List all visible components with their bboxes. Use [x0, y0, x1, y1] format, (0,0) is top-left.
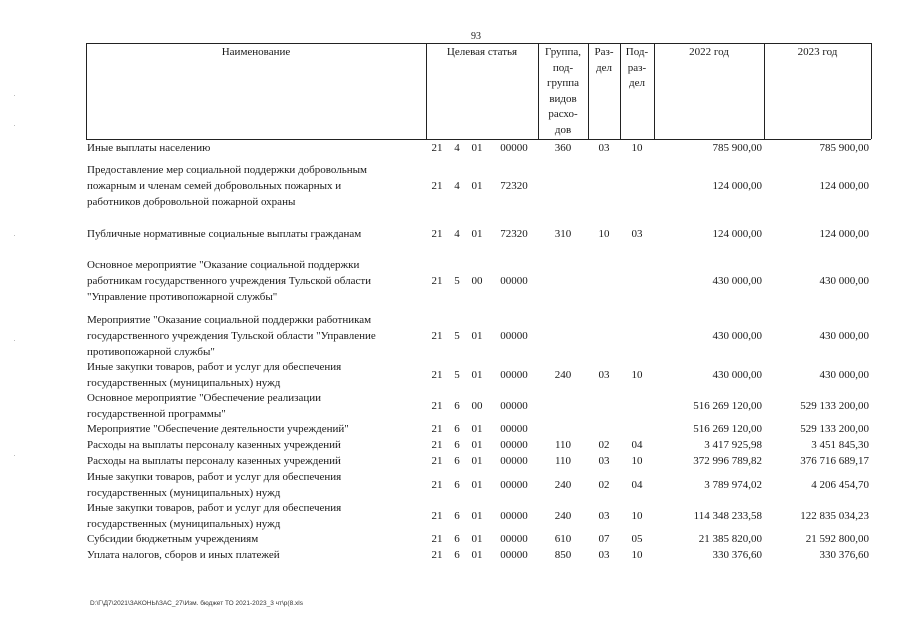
amount-2022: 430 000,00 — [712, 330, 762, 342]
header-line: дел — [596, 61, 612, 74]
cs-program: 21 — [431, 549, 443, 561]
cs-program: 21 — [431, 369, 443, 381]
name-line: Мероприятие "Обеспечение деятельности учреждений" — [87, 423, 349, 435]
razdel: 07 — [598, 533, 610, 545]
amount-2023: 529 133 200,00 — [800, 423, 869, 435]
razdel: 03 — [598, 510, 610, 522]
cs-event: 01 — [471, 330, 483, 342]
amount-2023: 124 000,00 — [819, 228, 869, 240]
amount-2023: 330 376,60 — [819, 549, 869, 561]
table-row — [0, 162, 905, 210]
podrazdel: 10 — [631, 455, 643, 467]
cs-subprogram: 6 — [454, 479, 460, 491]
podrazdel: 10 — [631, 142, 643, 154]
name-line: Основное мероприятие "Обеспечение реализации — [87, 392, 322, 404]
amount-2023: 124 000,00 — [819, 180, 869, 192]
amount-2022: 372 996 789,82 — [693, 455, 762, 467]
cs-program: 21 — [431, 423, 443, 435]
cs-subprogram: 5 — [454, 330, 460, 342]
name-line: Предоставление мер социальной поддержки добровольным — [87, 164, 367, 176]
cs-direction: 00000 — [500, 455, 528, 467]
expense-group: 110 — [554, 455, 572, 467]
amount-2023: 529 133 200,00 — [800, 400, 869, 412]
expense-group: 310 — [554, 228, 572, 240]
scan-mark — [14, 340, 15, 341]
cs-program: 21 — [431, 142, 443, 154]
razdel: 02 — [598, 479, 610, 491]
cs-program: 21 — [431, 510, 443, 522]
name-line: Основное мероприятие "Оказание социальной поддержки — [87, 259, 360, 271]
header-line: Группа, — [545, 46, 581, 58]
cs-program: 21 — [431, 275, 443, 287]
podrazdel: 03 — [631, 228, 643, 240]
cs-subprogram: 6 — [454, 439, 460, 451]
expense-group: 850 — [554, 549, 572, 561]
amount-2023: 430 000,00 — [819, 330, 869, 342]
col-divider — [871, 43, 872, 139]
podrazdel: 10 — [631, 510, 643, 522]
cs-subprogram: 4 — [454, 142, 460, 154]
cs-program: 21 — [431, 533, 443, 545]
scan-mark — [14, 235, 15, 236]
cs-program: 21 — [431, 330, 443, 342]
cs-subprogram: 6 — [454, 510, 460, 522]
amount-2023: 122 835 034,23 — [800, 510, 869, 522]
name-line: Иные закупки товаров, работ и услуг для обеспечения — [87, 502, 342, 514]
cs-event: 01 — [471, 479, 483, 491]
amount-2022: 3 789 974,02 — [704, 479, 762, 491]
row-name — [87, 531, 423, 547]
cs-program: 21 — [431, 439, 443, 451]
amount-2023: 430 000,00 — [819, 275, 869, 287]
header-target-article: Целевая статья — [446, 46, 518, 58]
cs-subprogram: 4 — [454, 228, 460, 240]
name-line: государственного учреждения Тульской области "Управление — [87, 330, 376, 342]
table-row — [0, 421, 905, 437]
header-line: расхо- — [548, 108, 578, 121]
cs-event: 01 — [471, 455, 483, 467]
cs-direction: 00000 — [500, 549, 528, 561]
row-name — [87, 140, 423, 156]
expense-group: 360 — [554, 142, 572, 154]
header-line: Под- — [625, 46, 649, 58]
amount-2023: 21 592 800,00 — [805, 533, 869, 545]
cs-event: 01 — [471, 439, 483, 451]
header-line: под- — [552, 61, 574, 74]
header-razdel — [588, 45, 620, 76]
name-line: работникам государственного учреждения Тульской области — [87, 275, 372, 287]
cs-direction: 00000 — [500, 423, 528, 435]
table-row — [0, 531, 905, 547]
table-row — [0, 312, 905, 360]
amount-2022: 21 385 820,00 — [698, 533, 762, 545]
cs-direction: 00000 — [500, 330, 528, 342]
cs-subprogram: 6 — [454, 549, 460, 561]
name-line: государственных (муниципальных) нужд — [87, 377, 281, 389]
cs-event: 00 — [471, 275, 483, 287]
name-line: пожарным и членам семей добровольных пожарных и — [87, 180, 342, 192]
table-row — [0, 469, 905, 501]
razdel: 10 — [598, 228, 610, 240]
name-line: Иные выплаты населению — [87, 142, 211, 154]
name-line: Иные закупки товаров, работ и услуг для обеспечения — [87, 471, 342, 483]
cs-subprogram: 6 — [454, 423, 460, 435]
table-row — [0, 140, 905, 156]
row-name — [87, 547, 423, 563]
cs-direction: 00000 — [500, 400, 528, 412]
name-line: Расходы на выплаты персоналу казенных учреждений — [87, 455, 341, 467]
scan-mark — [14, 455, 15, 456]
header-year-2023: 2023 год — [797, 46, 838, 58]
podrazdel: 04 — [631, 479, 643, 491]
page-number: 93 — [471, 31, 481, 42]
header-line: видов — [549, 92, 577, 105]
row-name — [87, 437, 423, 453]
header-name: Наименование — [221, 46, 291, 58]
table-row — [0, 390, 905, 422]
cs-direction: 00000 — [500, 479, 528, 491]
table-row — [0, 257, 905, 305]
row-name — [87, 226, 423, 242]
expense-group: 110 — [554, 439, 572, 451]
table-row — [0, 226, 905, 242]
table-header — [86, 43, 871, 139]
expense-group: 240 — [554, 369, 572, 381]
cs-program: 21 — [431, 180, 443, 192]
expense-group: 240 — [554, 510, 572, 522]
podrazdel: 05 — [631, 533, 643, 545]
cs-subprogram: 6 — [454, 400, 460, 412]
name-line: Мероприятие "Оказание социальной поддержки работникам — [87, 314, 372, 326]
table-row — [0, 547, 905, 563]
cs-program: 21 — [431, 228, 443, 240]
cs-direction: 00000 — [500, 510, 528, 522]
amount-2023: 430 000,00 — [819, 369, 869, 381]
cs-program: 21 — [431, 455, 443, 467]
row-name — [87, 421, 423, 437]
table-row — [0, 359, 905, 391]
amount-2022: 124 000,00 — [712, 228, 762, 240]
razdel: 03 — [598, 455, 610, 467]
header-top-rule — [86, 43, 871, 44]
amount-2022: 330 376,60 — [712, 549, 762, 561]
row-name — [87, 390, 423, 422]
name-line: Иные закупки товаров, работ и услуг для обеспечения — [87, 361, 342, 373]
header-line: группа — [546, 77, 580, 90]
name-line: Публичные нормативные социальные выплаты гражданам — [87, 228, 362, 240]
razdel: 03 — [598, 369, 610, 381]
cs-event: 01 — [471, 533, 483, 545]
row-name — [87, 162, 423, 210]
cs-direction: 00000 — [500, 439, 528, 451]
name-line: "Управление противопожарной службы" — [87, 291, 278, 303]
cs-direction: 00000 — [500, 142, 528, 154]
cs-event: 01 — [471, 423, 483, 435]
amount-2022: 430 000,00 — [712, 275, 762, 287]
cs-direction: 00000 — [500, 369, 528, 381]
amount-2022: 124 000,00 — [712, 180, 762, 192]
name-line: государственных (муниципальных) нужд — [87, 518, 281, 530]
podrazdel: 10 — [631, 369, 643, 381]
amount-2022: 430 000,00 — [712, 369, 762, 381]
cs-event: 01 — [471, 180, 483, 192]
cs-direction: 00000 — [500, 275, 528, 287]
cs-event: 00 — [471, 400, 483, 412]
cs-direction: 72320 — [500, 180, 528, 192]
amount-2022: 114 348 233,58 — [693, 510, 762, 522]
expense-group: 610 — [554, 533, 572, 545]
header-line: раз- — [627, 61, 647, 74]
podrazdel: 10 — [631, 549, 643, 561]
name-line: работников добровольной пожарной охраны — [87, 196, 296, 208]
cs-subprogram: 5 — [454, 275, 460, 287]
header-line: Раз- — [594, 46, 614, 58]
row-name — [87, 453, 423, 469]
razdel: 02 — [598, 439, 610, 451]
cs-event: 01 — [471, 228, 483, 240]
amount-2023: 785 900,00 — [819, 142, 869, 154]
name-line: противопожарной службы" — [87, 346, 215, 358]
cs-subprogram: 5 — [454, 369, 460, 381]
cs-subprogram: 6 — [454, 455, 460, 467]
cs-subprogram: 6 — [454, 533, 460, 545]
name-line: государственных (муниципальных) нужд — [87, 487, 281, 499]
amount-2022: 516 269 120,00 — [693, 400, 762, 412]
amount-2022: 516 269 120,00 — [693, 423, 762, 435]
table-row — [0, 453, 905, 469]
cs-program: 21 — [431, 400, 443, 412]
name-line: Субсидии бюджетным учреждениям — [87, 533, 259, 545]
row-name — [87, 469, 423, 501]
header-expense-group — [538, 45, 588, 139]
cs-event: 01 — [471, 369, 483, 381]
name-line: Уплата налогов, сборов и иных платежей — [87, 549, 280, 561]
amount-2023: 3 451 845,30 — [811, 439, 869, 451]
file-path-footer: D:\Г\Д7\2021\ЗАКОНЫ\ЗАС_27\Изм. бюджет ТО 2021-2023_3 чт\р(8.xls — [90, 600, 303, 607]
row-name — [87, 257, 423, 305]
expense-group: 240 — [554, 479, 572, 491]
cs-direction: 00000 — [500, 533, 528, 545]
cs-subprogram: 4 — [454, 180, 460, 192]
cs-event: 01 — [471, 510, 483, 522]
amount-2022: 3 417 925,98 — [704, 439, 762, 451]
cs-program: 21 — [431, 479, 443, 491]
header-line: дел — [629, 77, 645, 90]
cs-direction: 72320 — [500, 228, 528, 240]
cs-event: 01 — [471, 549, 483, 561]
header-year-2022: 2022 год — [689, 46, 729, 58]
row-name — [87, 500, 423, 532]
name-line: Расходы на выплаты персоналу казенных учреждений — [87, 439, 341, 451]
podrazdel: 04 — [631, 439, 643, 451]
table-row — [0, 437, 905, 453]
row-name — [87, 359, 423, 391]
name-line: государственной программы" — [87, 408, 226, 420]
amount-2023: 376 716 689,17 — [800, 455, 869, 467]
amount-2022: 785 900,00 — [712, 142, 762, 154]
cs-event: 01 — [471, 142, 483, 154]
header-podrazdel — [620, 45, 654, 92]
header-line: дов — [554, 123, 572, 136]
razdel: 03 — [598, 549, 610, 561]
razdel: 03 — [598, 142, 610, 154]
amount-2023: 4 206 454,70 — [811, 479, 869, 491]
table-row — [0, 500, 905, 532]
row-name — [87, 312, 423, 360]
scan-mark — [14, 95, 15, 96]
scan-mark — [14, 125, 15, 126]
